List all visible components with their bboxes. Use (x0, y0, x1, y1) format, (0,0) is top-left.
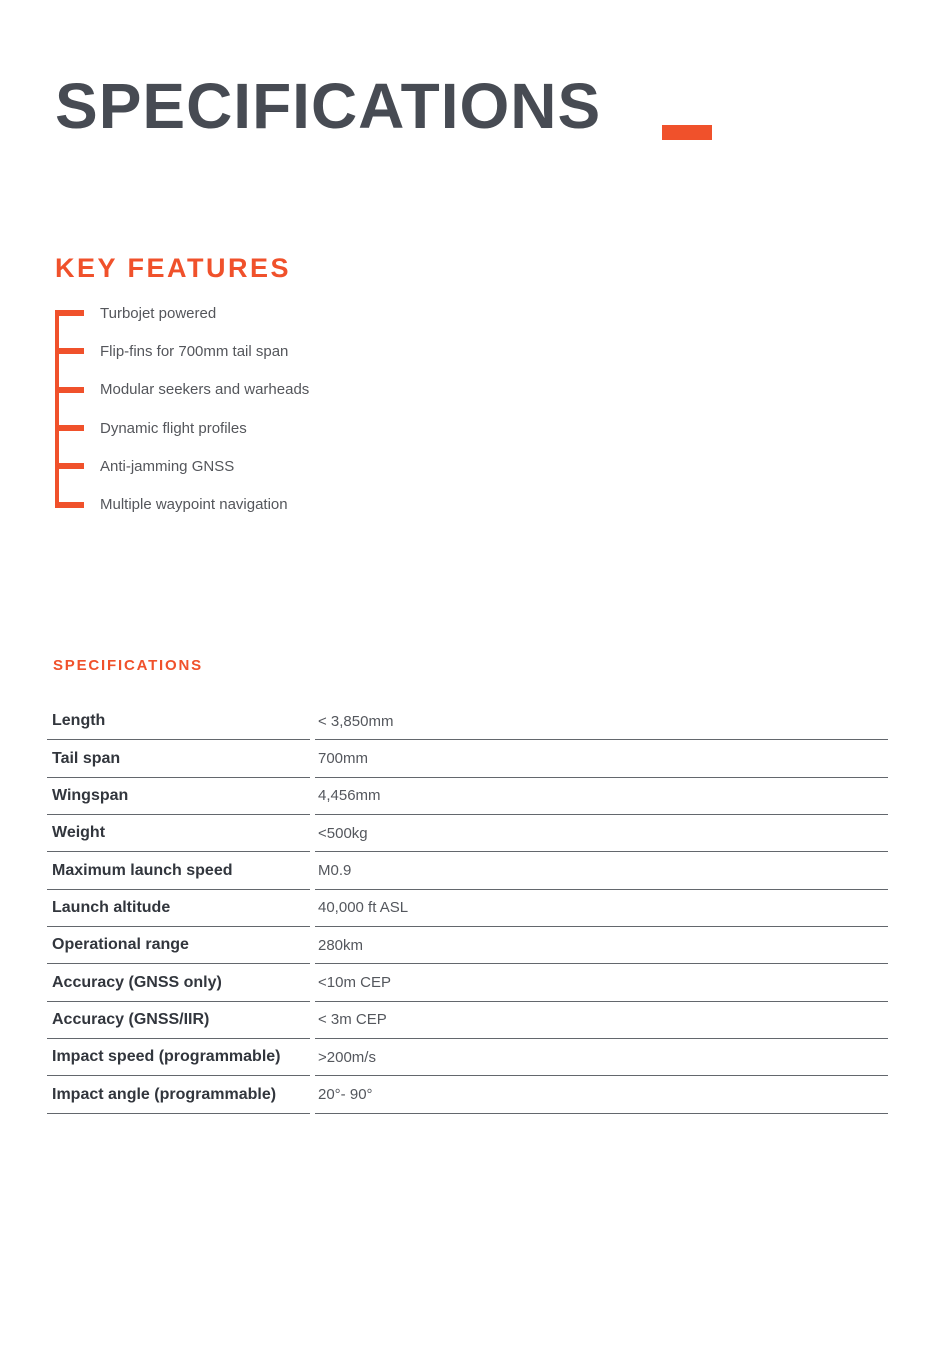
spec-row-value: <10m CEP (315, 964, 888, 1001)
feature-tick-icon (55, 348, 84, 354)
feature-label: Flip-fins for 700mm tail span (100, 342, 289, 360)
feature-label: Multiple waypoint navigation (100, 496, 288, 514)
feature-tick-icon (55, 463, 84, 469)
feature-item (55, 332, 555, 370)
spec-row-label: Accuracy (GNSS only) (47, 964, 310, 1001)
table-row (47, 964, 888, 1001)
spec-row-label: Wingspan (47, 778, 310, 815)
specifications-heading: SPECIFICATIONS (53, 657, 203, 674)
page-title: SPECIFICATIONS (55, 70, 602, 142)
spec-row-label: Impact angle (programmable) (47, 1076, 310, 1113)
table-row (47, 927, 888, 964)
spec-row-value: 40,000 ft ASL (315, 890, 888, 927)
feature-item (55, 485, 555, 523)
feature-tick-icon (55, 425, 84, 431)
spec-row-value: < 3m CEP (315, 1002, 888, 1039)
spec-row-label: Launch altitude (47, 890, 310, 927)
table-row (47, 740, 888, 777)
spec-row-value: 280km (315, 927, 888, 964)
feature-item (55, 294, 555, 332)
feature-tick-icon (55, 387, 84, 393)
feature-item (55, 447, 555, 485)
table-row (47, 1002, 888, 1039)
key-features-heading: KEY FEATURES (55, 253, 292, 283)
feature-item (55, 409, 555, 447)
table-row (47, 815, 888, 852)
key-features-list (55, 294, 555, 524)
spec-row-value: 20°- 90° (315, 1076, 888, 1113)
table-row (47, 778, 888, 815)
table-row (47, 1039, 888, 1076)
spec-row-value: 700mm (315, 740, 888, 777)
feature-tick-icon (55, 310, 84, 316)
spec-row-label: Impact speed (programmable) (47, 1039, 310, 1076)
feature-label: Modular seekers and warheads (100, 381, 310, 399)
spec-row-label: Accuracy (GNSS/IIR) (47, 1002, 310, 1039)
feature-label: Anti-jamming GNSS (100, 457, 235, 475)
specifications-table (47, 703, 888, 1114)
feature-label: Dynamic flight profiles (100, 419, 247, 437)
spec-row-value: M0.9 (315, 852, 888, 889)
features-bracket-line (55, 310, 59, 508)
spec-row-label: Operational range (47, 927, 310, 964)
table-row (47, 703, 888, 740)
feature-item (55, 371, 555, 409)
feature-label: Turbojet powered (100, 304, 217, 322)
spec-row-value: >200m/s (315, 1039, 888, 1076)
spec-row-value: 4,456mm (315, 778, 888, 815)
spec-row-label: Length (47, 703, 310, 740)
table-row (47, 890, 888, 927)
feature-tick-icon (55, 502, 84, 508)
spec-row-value: <500kg (315, 815, 888, 852)
title-underscore-accent (662, 125, 712, 140)
spec-row-label: Maximum launch speed (47, 852, 310, 889)
spec-row-value: < 3,850mm (315, 703, 888, 740)
spec-row-label: Tail span (47, 740, 310, 777)
table-row (47, 852, 888, 889)
table-row (47, 1076, 888, 1113)
spec-row-label: Weight (47, 815, 310, 852)
